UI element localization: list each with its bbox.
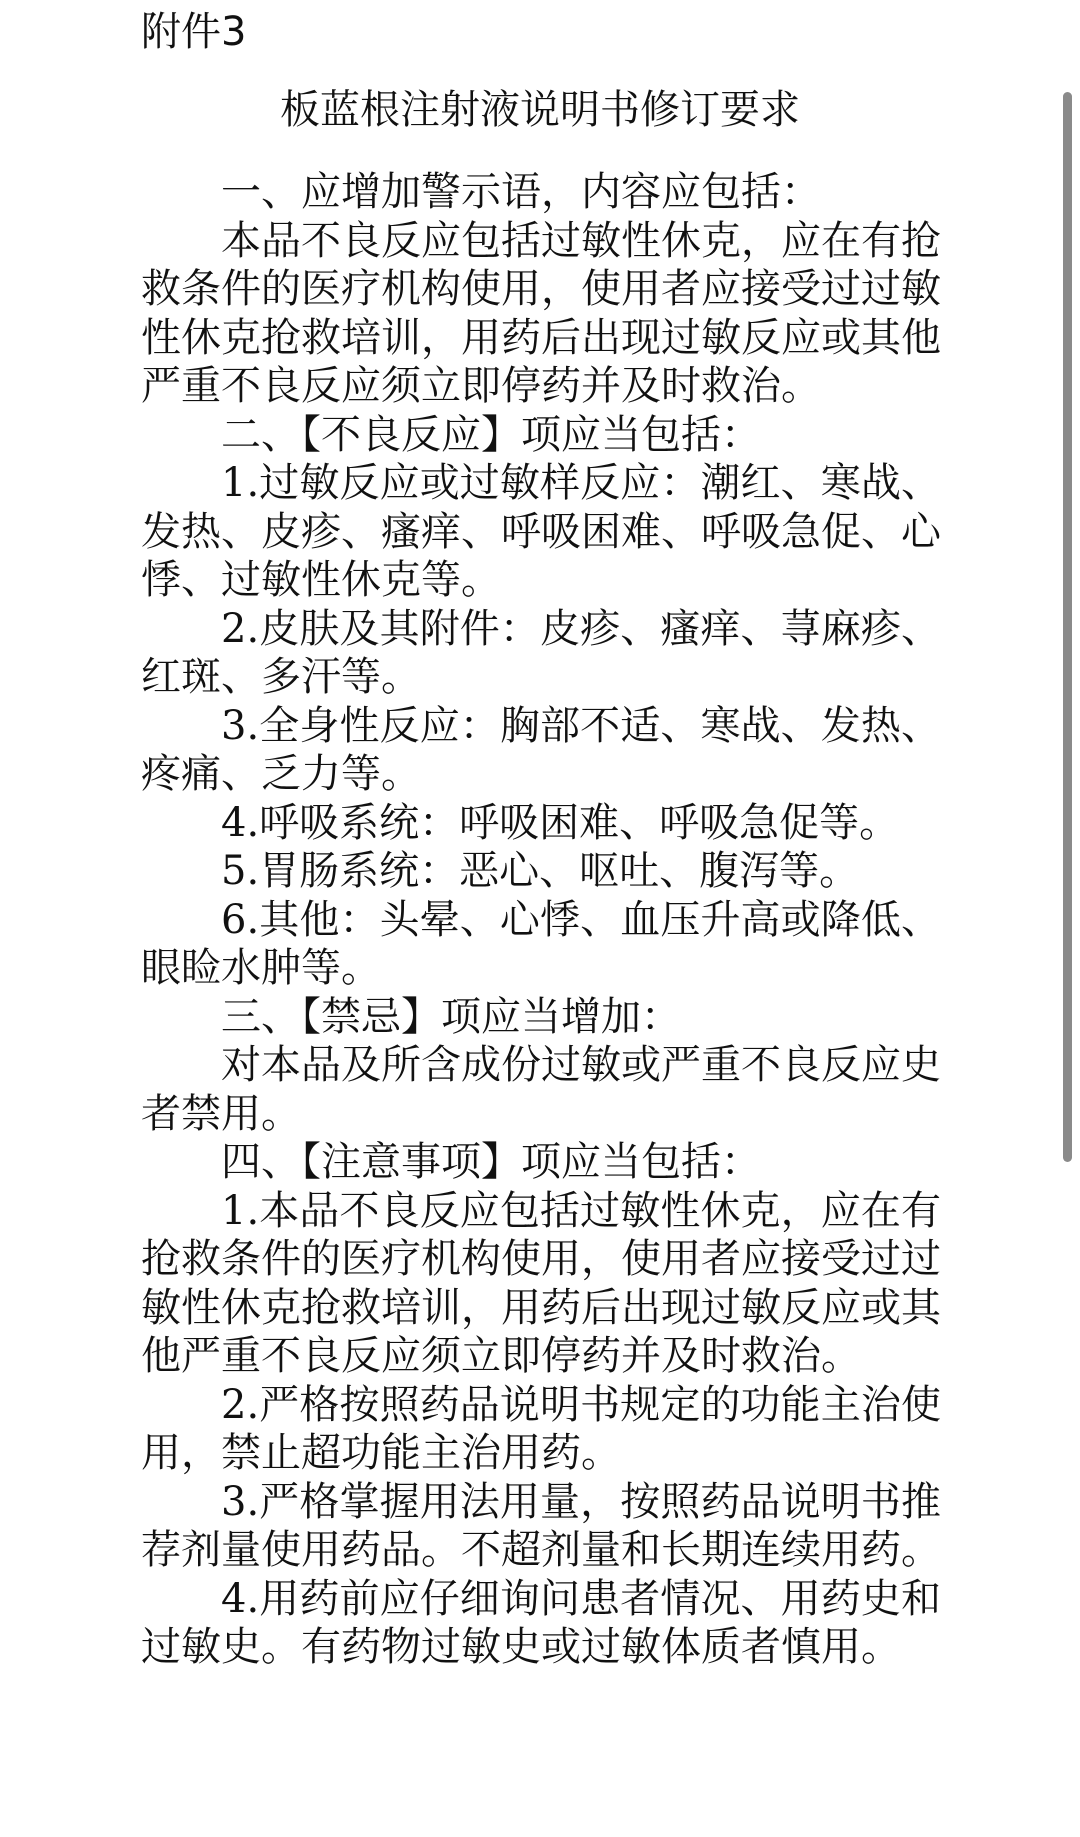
list-item: 2.皮肤及其附件：皮疹、瘙痒、荨麻疹、红斑、多汗等。 [141,605,941,700]
list-item: 1.过敏反应或过敏样反应：潮红、寒战、发热、皮疹、瘙痒、呼吸困难、呼吸急促、心悸、过敏性休克等。 [141,460,941,603]
list-item: 3.全身性反应：胸部不适、寒战、发热、疼痛、乏力等。 [141,702,941,797]
list-item: 3.严格掌握用法用量，按照药品说明书推荐剂量使用药品。不超剂量和长期连续用药。 [141,1478,941,1573]
section-heading-adverse-reactions: 二、【不良反应】项应当包括： [221,411,761,458]
list-item: 6.其他：头晕、心悸、血压升高或降低、眼睑水肿等。 [141,896,941,991]
list-item: 4.呼吸系统：呼吸困难、呼吸急促等。 [221,799,900,846]
section-heading-contraindications: 三、【禁忌】项应当增加： [221,993,681,1040]
attachment-label: 附件3 [141,9,247,55]
paragraph: 对本品及所含成份过敏或严重不良反应史者禁用。 [141,1042,941,1137]
document-body [141,168,941,1672]
vertical-scrollbar[interactable] [1063,92,1072,1162]
section-heading-precautions: 四、【注意事项】项应当包括： [221,1139,761,1185]
list-item: 5.胃肠系统：恶心、呕吐、腹泻等。 [221,848,860,894]
list-item: 1.本品不良反应包括过敏性休克，应在有抢救条件的医疗机构使用，使用者应接受过过敏性休克抢救培训，用药后出现过敏反应或其他严重不良反应须立即停药并及时救治。 [141,1187,941,1379]
section-heading-warning: 一、应增加警示语，内容应包括： [221,169,821,215]
list-item: 4.用药前应仔细询问患者情况、用药史和过敏史。有药物过敏史或过敏体质者慎用。 [141,1575,941,1670]
list-item: 2.严格按照药品说明书规定的功能主治使用，禁止超功能主治用药。 [141,1381,941,1476]
paragraph: 本品不良反应包括过敏性休克，应在有抢救条件的医疗机构使用，使用者应接受过过敏性休克抢救培训，用药后出现过敏反应或其他严重不良反应须立即停药并及时救治。 [141,217,941,409]
document-title: 板蓝根注射液说明书修订要求 [280,87,800,133]
